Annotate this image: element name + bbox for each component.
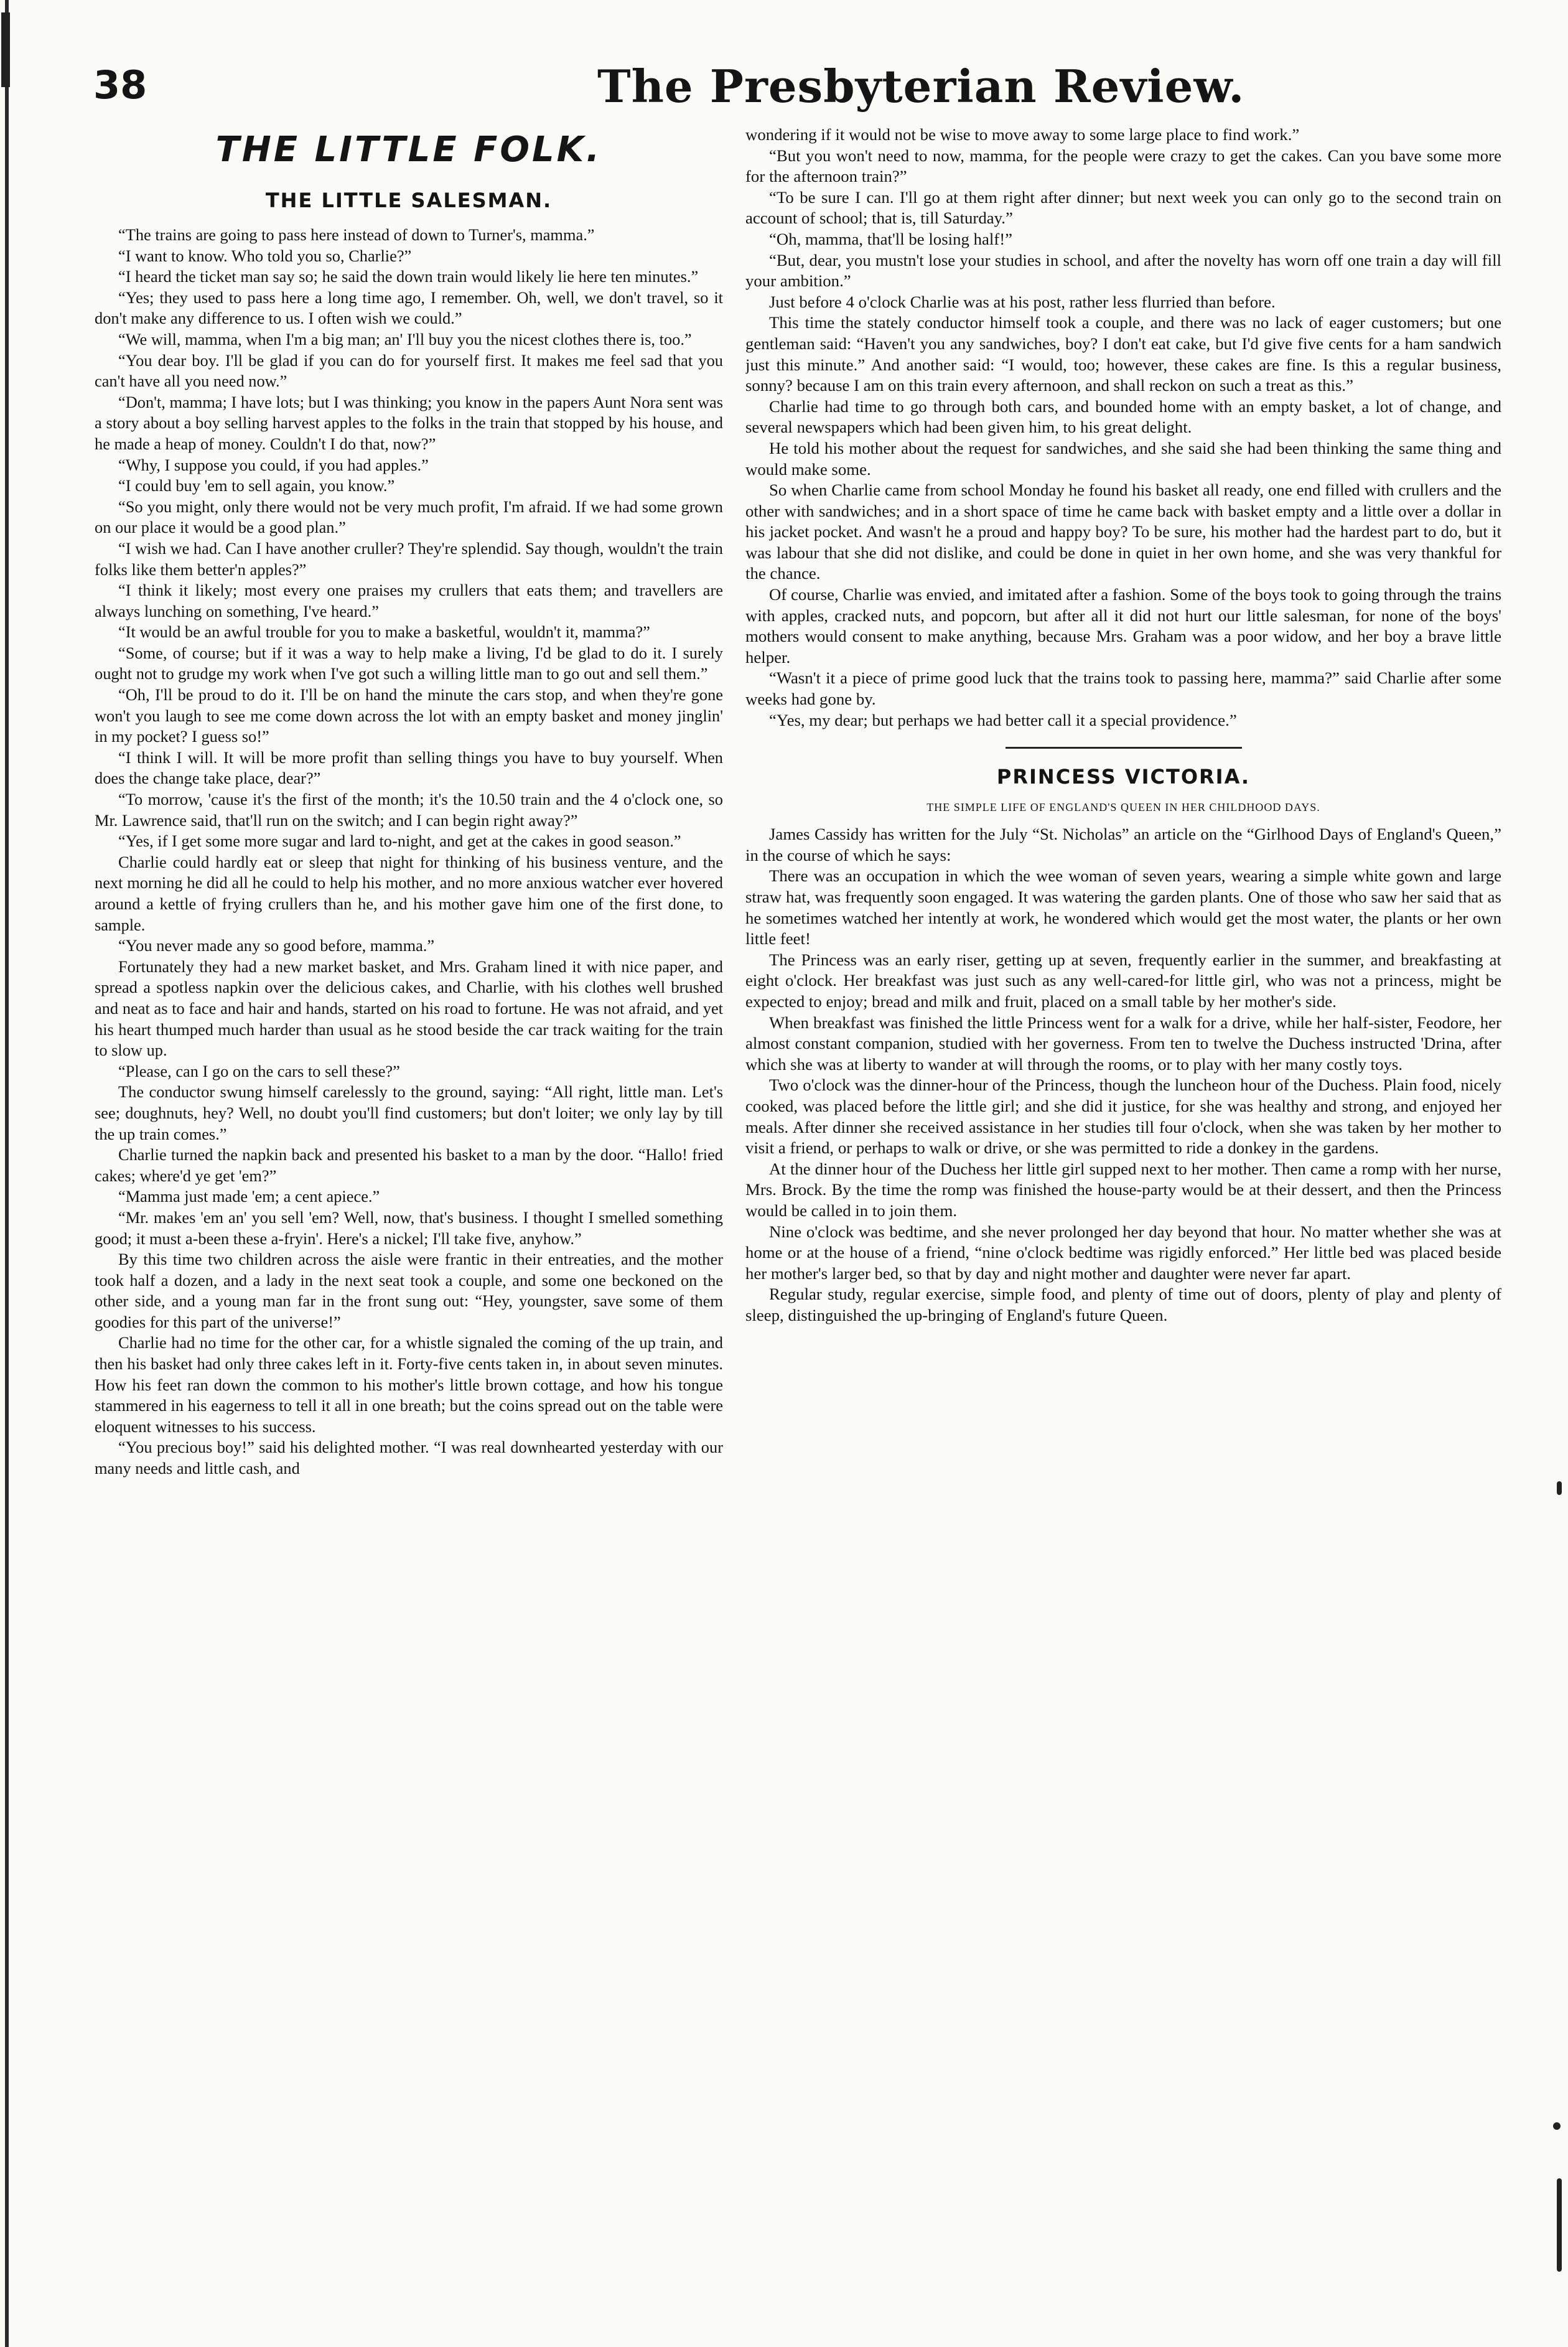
paragraph: “I want to know. Who told you so, Charlie?” xyxy=(118,246,412,265)
paragraph: “Yes, if I get some more sugar and lard to-night, and get at the cakes in good season.” xyxy=(118,832,681,851)
paragraph: “Why, I suppose you could, if you had apples.” xyxy=(118,455,429,474)
paragraph: “I could buy 'em to sell again, you know.” xyxy=(118,476,395,495)
paragraph: There was an occupation in which the wee woman of seven years, wearing a simple white gown and large straw hat, was frequently soon engaged. It was watering the garden plants. One of those who saw her said that as he sometimes watched her intently at work, he wondered which would get the most water, the plants or her own little feet! xyxy=(745,866,1501,949)
story-title: THE LITTLE SALESMAN. xyxy=(265,189,553,212)
paragraph: “To morrow, 'cause it's the first of the month; it's the 10.50 train and the 4 o'clock one, so Mr. Lawrence said, that'll run on the switch; and I can begin right away?” xyxy=(95,790,723,830)
left-column xyxy=(95,124,723,2259)
paragraph: Charlie could hardly eat or sleep that night for thinking of his business venture, and the next morning he did all he could to help his mother, and no more anxious watcher ever hovered around a kettle of frying crullers than he, and his mother gave him one of the first done, to sample. xyxy=(95,852,723,934)
paragraph: At the dinner hour of the Duchess her little girl supped next to her mother. Then came a romp with her nurse, Mrs. Brock. By the time the romp was finished the house-party would be at their dessert, and then the Princess would be called in to join them. xyxy=(745,1159,1501,1220)
paragraph: “Some, of course; but if it was a way to help make a living, I'd be glad to do it. I surely ought not to grudge my work when I've got such a willing little man to go out and sell them.” xyxy=(95,643,723,683)
paragraph: “You dear boy. I'll be glad if you can do for yourself first. It makes me feel sad that you can't have all you need now.” xyxy=(95,350,723,391)
paragraph: “But you won't need to now, mamma, for the people were crazy to get the cakes. Can you bave some more for the afternoon train?” xyxy=(745,146,1501,186)
paragraph: James Cassidy has written for the July “St. Nicholas” an article on the “Girlhood Days of England's Queen,” in the course of which he says: xyxy=(745,825,1501,864)
paragraph: “I think it likely; most every one praises my crullers that eats them; and travellers are always lunching on something, I've heard.” xyxy=(95,581,723,621)
story-body xyxy=(745,824,1501,1326)
journal-title: The Presbyterian Review. xyxy=(597,60,1245,113)
paragraph: wondering if it would not be wise to move away to some large place to find work.” xyxy=(745,125,1300,144)
ink-speck xyxy=(1553,2122,1561,2130)
paragraph: “Don't, mamma; I have lots; but I was thinking; you know in the papers Aunt Nora sent was a story about a boy selling harvest apples to the folks in the train that stopped by his house, and he made a heap of money. Couldn't I do that, now?” xyxy=(95,392,723,453)
paragraph: “Wasn't it a piece of prime good luck that the trains took to passing here, mamma?” said Charlie after some weeks had gone by. xyxy=(745,668,1501,709)
paragraph: “We will, mamma, when I'm a big man; an' I'll buy you the nicest clothes there is, too.” xyxy=(118,329,692,349)
page-header xyxy=(93,62,1568,131)
paragraph: “Please, can I go on the cars to sell these?” xyxy=(118,1061,400,1080)
paragraph: Regular study, regular exercise, simple food, and plenty of time out of doors, plenty of play and plenty of sleep, distinguished the up-bringing of England's future Queen. xyxy=(745,1285,1501,1324)
paragraph: “You never made any so good before, mamma.” xyxy=(118,936,435,955)
paragraph: “Yes; they used to pass here a long time ago, I remember. Oh, well, we don't travel, so it don't make any difference to us. I often wish we could.” xyxy=(95,288,723,328)
paragraph: Fortunately they had a new market basket, and Mrs. Graham lined it with nice paper, and spread a spotless napkin over the delicious cakes, and Charlie, with his clothes well brushed and neat as to face and hair and hands, started on his road to fortune. He was not afraid, and yet his heart thumped much harder than usual as he stood beside the car track waiting for the train to slow up. xyxy=(95,957,723,1060)
paragraph: Just before 4 o'clock Charlie was at his post, rather less flurried than before. xyxy=(769,292,1276,311)
paragraph: “Mr. makes 'em an' you sell 'em? Well, now, that's business. I thought I smelled something good; it must a-been these a-fryin'. Here's a nickel; I'll take five, anyhow.” xyxy=(95,1207,723,1248)
paragraph: Charlie had no time for the other car, for a whistle signaled the coming of the up train, and then his basket had only three cakes left in it. Forty-five cents taken in, in about seven minutes. How his feet ran down the common to his mother's little brown cottage, and how his tongue stammered in his eagerness to tell it all in one breath; but the coins spread out on the table were eloquent witnesses to his success. xyxy=(95,1333,723,1436)
paragraph: “To be sure I can. I'll go at them right after dinner; but next week you can only go to the second train on account of school; that is, till Saturday.” xyxy=(745,187,1501,228)
paragraph: “I heard the ticket man say so; he said the down train would likely lie here ten minutes.” xyxy=(118,267,699,286)
page-number: 38 xyxy=(93,62,147,108)
story-subtitle: THE SIMPLE LIFE OF ENGLAND'S QUEEN IN HER CHILDHOOD DAYS. xyxy=(926,801,1320,814)
paragraph: “It would be an awful trouble for you to make a basketful, wouldn't it, mamma?” xyxy=(118,622,650,642)
paragraph: “Oh, mamma, that'll be losing half!” xyxy=(769,229,1013,248)
paragraph: So when Charlie came from school Monday he found his basket all ready, one end filled with crullers and the other with sandwiches; and in a short space of time he came back with basket empty and a little over a dollar in his jacket pocket. And wasn't he a proud and happy boy? To be sure, his mother had the hardest part to do, but it was labour that she did not dislike, and could be done in quiet in her own home, and she was very thankful for the chance. xyxy=(745,480,1501,583)
paragraph: “I think I will. It will be more profit than selling things you have to buy yourself. When does the change take place, dear?” xyxy=(95,747,723,788)
paragraph: “But, dear, you mustn't lose your studies in school, and after the novelty has worn off one train a day will fill your ambition.” xyxy=(745,250,1501,291)
paragraph: By this time two children across the aisle were frantic in their entreaties, and the mother took half a dozen, and a lady in the next seat took a couple, and some one beckoned on the other side, and a young man far in the front sung out: “Hey, youngster, save some of them goodies for this part of the universe!” xyxy=(95,1250,723,1331)
paragraph: When breakfast was finished the little Princess went for a walk for a drive, while her half-sister, Feodore, her almost constant companion, studied with her governess. From ten to twelve the Duchess instructed 'Drina, after which she was at liberty to wander at will through the rooms, or to play with her many costly toys. xyxy=(745,1013,1501,1074)
paragraph: Charlie had time to go through both cars, and bounded home with an empty basket, a lot of change, and several newspapers which had been given him, to his great delight. xyxy=(745,396,1501,437)
story-body xyxy=(95,225,723,1479)
paragraph: “Oh, I'll be proud to do it. I'll be on hand the minute the cars stop, and when they're gone won't you laugh to see me come down across the lot with an empty basket and money jinglin' in my pocket? I guess so!” xyxy=(95,685,723,746)
paragraph: Nine o'clock was bedtime, and she never prolonged her day beyond that hour. No matter whether she was at home or at the house of a friend, “nine o'clock bedtime was rigidly enforced.” Her little bed was placed beside her mother's larger bed, so that by day and night mother and daughter were never far apart. xyxy=(745,1222,1501,1283)
paragraph: “The trains are going to pass here instead of down to Turner's, mamma.” xyxy=(118,225,595,244)
paragraph: “So you might, only there would not be very much profit, I'm afraid. If we had some grown on our place it would be a good plan.” xyxy=(95,497,723,537)
paragraph: Of course, Charlie was envied, and imitated after a fashion. Some of the boys took to going through the trains with apples, cracked nuts, and popcorn, but after all it did not hurt our little salesman, for none of the boys' mothers would consent to make anything, because Mrs. Graham was a poor widow, and her boy a brave little helper. xyxy=(745,585,1501,667)
right-column xyxy=(745,124,1501,2259)
paragraph: Two o'clock was the dinner-hour of the Princess, though the luncheon hour of the Duchess. Plain food, nicely cooked, was placed before the little girl; and she did it justice, for she was healthy and strong, and enjoyed her meals. After dinner she received assistance in her studies till four o'clock, when she was taken by her mother to visit a friend, or perhaps to walk or drive, or she was permitted to ride a donkey in the gardens. xyxy=(745,1075,1501,1158)
paragraph: He told his mother about the request for sandwiches, and she said she had been thinking the same thing and would make some. xyxy=(745,438,1501,479)
paragraph: “You precious boy!” said his delighted mother. “I was real downhearted yesterday with our many needs and little cash, and xyxy=(95,1438,723,1478)
paragraph: This time the stately conductor himself took a couple, and there was no lack of eager customers; but one gentleman said: “Haven't you any sandwiches, boy? I don't eat cake, but I'd give five cents for a ham sandwich just this minute.” And another said: “I would, too; however, these cakes are fine. Is this a regular business, sonny? because I am on this train every afternoon, and shall reckon on such a treat as this.” xyxy=(745,313,1501,395)
story-title: PRINCESS VICTORIA. xyxy=(996,765,1251,789)
paragraph: “Mamma just made 'em; a cent apiece.” xyxy=(118,1187,380,1206)
section-title: THE LITTLE FOLK. xyxy=(215,129,602,170)
paragraph: Charlie turned the napkin back and presented his basket to a man by the door. “Hallo! fried cakes; where'd ye get 'em?” xyxy=(95,1145,723,1185)
section-divider xyxy=(1006,747,1242,749)
margin-mark xyxy=(1557,1481,1562,1495)
page-edge-rule xyxy=(5,0,9,2347)
story-continuation xyxy=(745,124,1501,731)
paragraph: “Yes, my dear; but perhaps we had better call it a special providence.” xyxy=(769,710,1237,729)
paragraph: The Princess was an early riser, getting up at seven, frequently earlier in the summer, and breakfasting at eight o'clock. Her breakfast was just such as any well-cared-for little girl, who was not a princess, might be expected to enjoy; bread and milk and fruit, placed on a small table by her mother's side. xyxy=(745,950,1501,1011)
margin-mark xyxy=(1557,2178,1562,2272)
paragraph: “I wish we had. Can I have another cruller? They're splendid. Say though, wouldn't the train folks like them better'n apples?” xyxy=(95,538,723,579)
paragraph: The conductor swung himself carelessly to the ground, saying: “All right, little man. Let's see; doughnuts, hey? Well, no doubt you'll find customers; but don't loiter; we only lay by till the up train comes.” xyxy=(95,1082,723,1143)
